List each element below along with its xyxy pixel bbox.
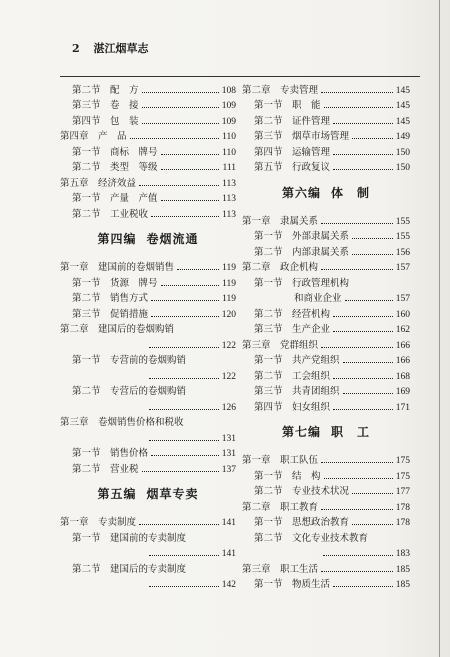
dot-leader bbox=[321, 462, 393, 463]
toc-section-row[interactable] bbox=[242, 158, 410, 174]
toc-page-number: 166 bbox=[395, 340, 410, 351]
toc-entry-label: 第三节 卷 接 bbox=[72, 100, 139, 111]
toc-page-number: 149 bbox=[395, 132, 410, 142]
dot-leader bbox=[333, 331, 393, 332]
part-heading bbox=[242, 173, 410, 211]
dot-leader bbox=[161, 285, 220, 286]
toc-entry-label: 第四章 产 品 bbox=[60, 131, 127, 142]
dot-leader bbox=[149, 440, 219, 441]
toc-page-number: 108 bbox=[221, 85, 236, 96]
toc-section-row[interactable] bbox=[60, 142, 236, 158]
toc-page-number: 160 bbox=[395, 309, 410, 320]
part-title: 体 制 bbox=[331, 185, 371, 200]
dot-leader bbox=[321, 347, 393, 348]
part-title: 卷烟流通 bbox=[146, 232, 199, 246]
toc-section-row[interactable] bbox=[60, 189, 236, 205]
toc-section-row[interactable] bbox=[242, 242, 410, 258]
toc-entry-label: 第二节 经营机构 bbox=[254, 308, 331, 320]
dot-leader bbox=[324, 107, 393, 108]
toc-section-row[interactable] bbox=[242, 320, 410, 336]
part-title: 职 工 bbox=[331, 425, 371, 439]
toc-section-row[interactable] bbox=[242, 575, 410, 591]
toc-entry-label: 第二节 工业税收 bbox=[72, 208, 149, 220]
toc-entry-label: 第一节 行政管理机构 bbox=[254, 277, 350, 289]
dot-leader bbox=[142, 471, 219, 472]
dot-leader bbox=[333, 154, 393, 155]
toc-section-row[interactable] bbox=[60, 273, 236, 289]
toc-entry-label: 第一节 物质生活 bbox=[254, 579, 331, 590]
toc-page-number: 122 bbox=[221, 340, 236, 351]
toc-page-number: 150 bbox=[395, 147, 410, 158]
dot-leader bbox=[324, 478, 393, 479]
toc-section-row[interactable] bbox=[242, 482, 410, 498]
dot-leader bbox=[352, 524, 393, 525]
toc-page-number: 109 bbox=[221, 116, 236, 127]
dot-leader bbox=[352, 238, 393, 239]
toc-section-row[interactable] bbox=[60, 158, 236, 174]
toc-section-row[interactable] bbox=[242, 304, 410, 320]
toc-entry-label: 第二节 专业技术状况 bbox=[254, 486, 350, 497]
part-number: 第五编 bbox=[97, 487, 137, 501]
toc-page-number: 185 bbox=[395, 580, 410, 590]
toc-chapter-row[interactable] bbox=[242, 451, 410, 467]
toc-entry-label: 第一节 结 构 bbox=[254, 470, 321, 482]
toc-page-number: 155 bbox=[395, 232, 410, 242]
toc-entry-label: 第二节 营业税 bbox=[72, 463, 139, 475]
part-number: 第四编 bbox=[97, 232, 137, 246]
toc-entry-label: 第五节 行政复议 bbox=[254, 162, 331, 173]
toc-entry-label: 第二节 文化专业技术教育 bbox=[254, 532, 369, 544]
toc-section-row[interactable] bbox=[60, 528, 236, 544]
toc-entry-label: 第二节 销售方式 bbox=[72, 293, 149, 304]
dot-leader bbox=[149, 409, 219, 410]
toc-page-number: 157 bbox=[395, 263, 410, 273]
dot-leader bbox=[161, 154, 220, 155]
toc-section-row[interactable] bbox=[242, 96, 410, 112]
toc-page-number: 185 bbox=[395, 564, 410, 575]
toc-page-number: 119 bbox=[222, 263, 236, 273]
toc-page-number: 131 bbox=[221, 449, 236, 459]
toc-entry-label: 第四节 包 装 bbox=[72, 115, 139, 127]
toc-chapter-row[interactable] bbox=[60, 127, 236, 143]
toc-continuation-row[interactable] bbox=[60, 366, 236, 382]
toc-continuation-row[interactable] bbox=[60, 335, 236, 351]
toc-section-row[interactable] bbox=[242, 111, 410, 127]
page-number: 2 bbox=[72, 42, 80, 55]
toc-section-row[interactable] bbox=[60, 111, 236, 127]
toc-page-number: 119 bbox=[222, 278, 236, 289]
toc-page-number: 141 bbox=[221, 518, 236, 528]
toc-page-number: 162 bbox=[395, 325, 410, 335]
toc-entry-label: 第一节 销售价格 bbox=[72, 448, 149, 459]
toc-chapter-row[interactable] bbox=[60, 413, 236, 429]
running-header bbox=[72, 40, 149, 56]
toc-entry-label: 第一章 隶属关系 bbox=[242, 215, 319, 227]
toc-entry-label: 和商业企业 bbox=[294, 293, 342, 304]
toc-section-row[interactable] bbox=[242, 513, 410, 529]
toc-page-number: 113 bbox=[222, 178, 236, 189]
toc-page-number: 141 bbox=[221, 549, 236, 559]
part-heading bbox=[60, 220, 236, 258]
toc-chapter-row[interactable] bbox=[242, 335, 410, 351]
dot-leader bbox=[333, 123, 393, 124]
toc-section-row[interactable] bbox=[242, 273, 410, 289]
toc-page-number: 156 bbox=[395, 247, 410, 258]
toc-entry-label: 第一节 专营前的卷烟购销 bbox=[72, 355, 187, 366]
toc-page-number: 155 bbox=[395, 216, 410, 227]
toc-entry-label: 第一章 职工队伍 bbox=[242, 455, 319, 466]
toc-entry-label: 第二节 配 方 bbox=[72, 84, 139, 96]
toc-continuation-row[interactable] bbox=[60, 575, 236, 591]
toc-entry-label: 第二节 类型 等级 bbox=[72, 162, 158, 173]
toc-section-row[interactable] bbox=[242, 127, 410, 143]
toc-entry-label: 第二章 职工教育 bbox=[242, 501, 319, 513]
toc-section-row[interactable] bbox=[60, 204, 236, 220]
toc-section-row[interactable] bbox=[242, 382, 410, 398]
toc-page-number: 157 bbox=[395, 294, 410, 304]
toc-entry-label: 第一节 建国前的专卖制度 bbox=[72, 532, 187, 544]
dot-leader bbox=[149, 555, 219, 556]
dot-leader bbox=[151, 300, 219, 301]
toc-entry-label: 第一章 专卖制度 bbox=[60, 517, 137, 528]
dot-leader bbox=[161, 169, 220, 170]
toc-page-number: 145 bbox=[395, 85, 410, 96]
toc-continuation-row[interactable] bbox=[242, 544, 410, 560]
toc-entry-label: 第一节 职 能 bbox=[254, 100, 321, 111]
toc-entry-label: 第一节 外部隶属关系 bbox=[254, 231, 350, 242]
toc-entry-label: 第三章 卷烟销售价格和税收 bbox=[60, 417, 184, 428]
toc-entry-label: 第三节 烟草市场管理 bbox=[254, 131, 350, 142]
toc-section-row[interactable] bbox=[60, 351, 236, 367]
part-number: 第六编 bbox=[281, 185, 321, 200]
toc-chapter-row[interactable] bbox=[60, 173, 236, 189]
toc-continuation-row[interactable] bbox=[60, 544, 236, 560]
page-edge-line bbox=[439, 0, 440, 657]
toc-chapter-row[interactable] bbox=[242, 211, 410, 227]
toc-entry-label: 第一节 共产党组织 bbox=[254, 355, 340, 366]
toc-page-number: 111 bbox=[222, 163, 236, 173]
toc-entry-label: 第一节 思想政治教育 bbox=[254, 517, 350, 528]
dot-leader bbox=[142, 92, 219, 93]
toc-entry-label: 第二节 工会组织 bbox=[254, 370, 331, 382]
dot-leader bbox=[130, 138, 220, 139]
toc-chapter-row[interactable] bbox=[242, 497, 410, 513]
toc-entry-label: 第一章 建国前的卷烟销售 bbox=[60, 262, 175, 273]
toc-page-number: 131 bbox=[221, 433, 236, 444]
toc-chapter-row[interactable] bbox=[60, 513, 236, 529]
dot-leader bbox=[321, 509, 393, 510]
dot-leader bbox=[352, 254, 393, 255]
toc-continuation-row[interactable] bbox=[60, 397, 236, 413]
toc-page-number: 168 bbox=[395, 371, 410, 382]
toc-entry-label: 第二节 专营后的卷烟购销 bbox=[72, 386, 187, 397]
toc-section-row[interactable] bbox=[60, 289, 236, 305]
toc-entry-label: 第三章 职工生活 bbox=[242, 563, 319, 575]
toc-entry-label: 第一节 产量 产值 bbox=[72, 193, 158, 204]
dot-leader bbox=[142, 123, 219, 124]
part-heading bbox=[242, 413, 410, 451]
toc-continuation-row[interactable] bbox=[60, 428, 236, 444]
toc-page-number: 137 bbox=[221, 464, 236, 475]
toc-entry-label: 第二章 专卖管理 bbox=[242, 84, 319, 96]
toc-section-row[interactable] bbox=[60, 80, 236, 96]
toc-entry-label: 第一节 商标 牌号 bbox=[72, 146, 158, 158]
toc-page-number: 113 bbox=[222, 194, 236, 204]
toc-right-column bbox=[242, 80, 410, 590]
dot-leader bbox=[333, 586, 393, 587]
toc-entry-label: 第二节 证件管理 bbox=[254, 115, 331, 127]
toc-page-number: 145 bbox=[395, 116, 410, 127]
toc-section-row[interactable] bbox=[60, 382, 236, 398]
toc-page-number: 175 bbox=[395, 471, 410, 482]
dot-leader bbox=[151, 216, 219, 217]
dot-leader bbox=[333, 316, 393, 317]
toc-entry-label: 第五章 经济效益 bbox=[60, 177, 137, 189]
toc-section-row[interactable] bbox=[242, 528, 410, 544]
dot-leader bbox=[149, 586, 219, 587]
toc-entry-label: 第三章 党群组织 bbox=[242, 339, 319, 351]
toc-section-row[interactable] bbox=[60, 459, 236, 475]
dot-leader bbox=[321, 269, 393, 270]
toc-section-row[interactable] bbox=[60, 304, 236, 320]
dot-leader bbox=[149, 378, 219, 379]
toc-page-number: 177 bbox=[395, 487, 410, 497]
toc-page-number: 120 bbox=[221, 309, 236, 320]
toc-section-row[interactable] bbox=[242, 466, 410, 482]
toc-left-column bbox=[60, 80, 236, 590]
book-title: 湛江烟草志 bbox=[93, 42, 149, 55]
toc-page-number: 169 bbox=[395, 387, 410, 397]
toc-entry-label: 第三节 生产企业 bbox=[254, 324, 331, 335]
toc-chapter-row[interactable] bbox=[60, 258, 236, 274]
toc-chapter-row[interactable] bbox=[242, 258, 410, 274]
toc-entry-label: 第二节 建国后的专卖制度 bbox=[72, 563, 187, 575]
toc-page-number: 113 bbox=[222, 209, 236, 220]
dot-leader bbox=[151, 316, 219, 317]
toc-page-number: 150 bbox=[395, 163, 410, 173]
dot-leader bbox=[352, 138, 393, 139]
toc-chapter-row[interactable] bbox=[60, 320, 236, 336]
part-heading bbox=[60, 475, 236, 513]
dot-leader bbox=[321, 92, 393, 93]
toc-page-number: 119 bbox=[222, 294, 236, 304]
toc-page-number: 142 bbox=[221, 580, 236, 590]
toc-page-number: 183 bbox=[395, 549, 410, 559]
toc-chapter-row[interactable] bbox=[242, 80, 410, 96]
toc-section-row[interactable] bbox=[60, 559, 236, 575]
toc-page-number: 178 bbox=[395, 518, 410, 528]
toc-entry-label: 第二章 建国后的卷烟购销 bbox=[60, 324, 175, 335]
dot-leader bbox=[323, 555, 393, 556]
dot-leader bbox=[333, 169, 393, 170]
dot-leader bbox=[333, 409, 393, 410]
toc-page-number: 145 bbox=[395, 101, 410, 111]
dot-leader bbox=[321, 571, 393, 572]
dot-leader bbox=[177, 269, 219, 270]
toc-page-number: 178 bbox=[395, 502, 410, 513]
dot-leader bbox=[333, 378, 393, 379]
header-rule bbox=[60, 76, 420, 77]
toc-section-row[interactable] bbox=[60, 444, 236, 460]
toc-section-row[interactable] bbox=[242, 397, 410, 413]
toc-continuation-label-row[interactable] bbox=[242, 289, 410, 305]
toc-section-row[interactable] bbox=[242, 227, 410, 243]
toc-page-number: 109 bbox=[221, 101, 236, 111]
dot-leader bbox=[343, 393, 393, 394]
dot-leader bbox=[142, 107, 219, 108]
toc-page-number: 171 bbox=[395, 402, 410, 413]
toc-entry-label: 第三节 促销措施 bbox=[72, 308, 149, 320]
dot-leader bbox=[343, 362, 393, 363]
toc-section-row[interactable] bbox=[242, 366, 410, 382]
part-title: 烟草专卖 bbox=[146, 487, 199, 501]
dot-leader bbox=[161, 200, 220, 201]
part-number: 第七编 bbox=[281, 425, 321, 439]
toc-entry-label: 第四节 妇女组织 bbox=[254, 401, 331, 413]
toc-section-row[interactable] bbox=[60, 96, 236, 112]
dot-leader bbox=[321, 223, 393, 224]
dot-leader bbox=[139, 524, 219, 525]
toc-entry-label: 第二章 政企机构 bbox=[242, 262, 319, 273]
dot-leader bbox=[139, 185, 219, 186]
dot-leader bbox=[345, 300, 393, 301]
toc-chapter-row[interactable] bbox=[242, 559, 410, 575]
toc-entry-label: 第三节 共青团组织 bbox=[254, 386, 340, 397]
toc-entry-label: 第四节 运输管理 bbox=[254, 146, 331, 158]
toc-section-row[interactable] bbox=[242, 351, 410, 367]
toc-page-number: 166 bbox=[395, 356, 410, 366]
toc-page-number: 126 bbox=[221, 402, 236, 413]
dot-leader bbox=[352, 493, 393, 494]
toc-page-number: 110 bbox=[222, 132, 236, 142]
toc-section-row[interactable] bbox=[242, 142, 410, 158]
dot-leader bbox=[149, 347, 219, 348]
dot-leader bbox=[151, 455, 219, 456]
toc-page-number: 110 bbox=[222, 147, 236, 158]
toc-entry-label: 第二节 内部隶属关系 bbox=[254, 246, 350, 258]
toc-page-number: 122 bbox=[221, 371, 236, 382]
toc-entry-label: 第一节 货源 牌号 bbox=[72, 277, 158, 289]
toc-page-number: 175 bbox=[395, 456, 410, 466]
